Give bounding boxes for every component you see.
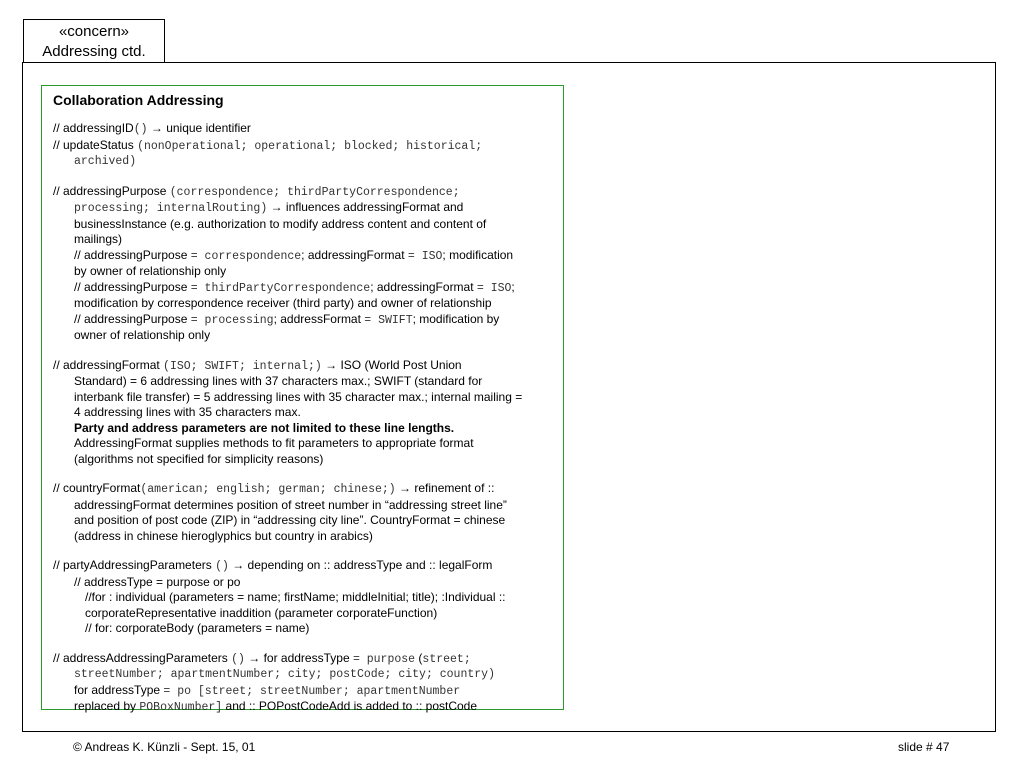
code-run: street;	[422, 652, 471, 666]
text-run: → influences addressingFormat and	[267, 200, 464, 214]
code-run: = purpose	[352, 652, 416, 666]
text-line	[53, 248, 553, 265]
paragraph-party-addressing-parameters	[53, 558, 553, 637]
code-run: = po [street; streetNumber; apartmentNumber	[163, 684, 461, 698]
text-run: and :: POPostCodeAdd is added to :: postCode	[222, 699, 478, 713]
code-run: ()	[231, 652, 245, 666]
code-run: (correspondence; thirdPartyCorrespondence;	[169, 185, 460, 199]
text-line	[53, 699, 553, 716]
text-run: ; addressingFormat	[370, 279, 477, 294]
text-line: mailings)	[74, 232, 123, 246]
text-run: ; modification	[442, 247, 514, 262]
text-run: ;	[511, 279, 515, 294]
code-run: POBoxNumber]	[139, 701, 223, 714]
text-line: // addressType = purpose or po	[74, 574, 241, 589]
text-line: addressingFormat determines position of street number in “addressing street line”	[74, 497, 507, 512]
code-run: = processing	[190, 313, 274, 327]
text-run: ; addressFormat	[273, 311, 365, 326]
collaboration-addressing-box	[41, 85, 564, 714]
code-run: = ISO	[407, 249, 443, 263]
paragraph-addressing-purpose	[53, 184, 553, 344]
text-run: // updateStatus	[53, 137, 138, 152]
code-run: = SWIFT	[364, 313, 413, 327]
text-line: (address in chinese hieroglyphics but country in arabics)	[74, 528, 373, 543]
text-run: replaced by	[74, 699, 140, 713]
text-run: // addressingFormat	[53, 357, 164, 372]
text-run: → for addressType	[244, 650, 353, 665]
text-line: (algorithms not specified for simplicity reasons)	[74, 451, 324, 466]
slide-title: Addressing ctd.	[42, 43, 146, 60]
code-run: = thirdPartyCorrespondence	[190, 281, 371, 295]
code-line: archived)	[74, 155, 137, 168]
text-run: // addressingPurpose	[74, 279, 191, 294]
text-line: businessInstance (e.g. authorization to modify address content and content of	[74, 216, 487, 231]
text-line	[53, 280, 553, 297]
text-line: by owner of relationship only	[74, 264, 227, 278]
text-run: → refinement of ::	[395, 481, 495, 495]
text-line	[53, 481, 553, 498]
text-line: interbank file transfer) = 5 addressing lines with 35 character max.; internal mailing =	[74, 389, 523, 404]
text-run: // addressingPurpose	[74, 311, 191, 326]
slide-number: slide # 47	[898, 740, 950, 754]
text-line	[53, 683, 553, 700]
text-run: // addressingID	[53, 121, 134, 135]
text-run: // addressAddressingParameters	[53, 650, 232, 665]
text-line: AddressingFormat supplies methods to fit parameters to appropriate format	[74, 436, 474, 450]
copyright-footer: © Andreas K. Künzli - Sept. 15, 01	[73, 740, 256, 754]
code-run: (american; english; german; chinese;)	[140, 483, 396, 496]
emphasis-line: Party and address parameters are not limited to these line lengths.	[74, 420, 455, 435]
text-run: for addressType	[74, 682, 164, 697]
text-run: // countryFormat	[53, 481, 141, 495]
text-line	[53, 200, 553, 217]
code-run: ()	[133, 123, 148, 136]
code-run: processing; internalRouting)	[74, 202, 268, 215]
text-line: corporateRepresentative inaddition (parameter corporateFunction)	[85, 605, 438, 620]
text-line: and position of post code (ZIP) in “addressing city line”. CountryFormat = chinese	[74, 513, 506, 527]
stereotype-label: «concern»	[58, 23, 130, 40]
text-run: (	[415, 650, 423, 665]
text-line: //for : individual (parameters = name; firstName; middleInitial; title); :Individual ::	[85, 590, 506, 604]
text-line: 4 addressing lines with 35 characters max.	[74, 405, 301, 419]
paragraph-country-format	[53, 481, 553, 544]
code-line: streetNumber; apartmentNumber; city; postCode; city; country)	[74, 668, 495, 681]
text-line	[53, 651, 553, 668]
slide-title-tab	[23, 19, 165, 63]
box-title: Collaboration Addressing	[53, 92, 224, 108]
paragraph-address-addressing-parameters	[53, 651, 553, 716]
text-run: ; modification by	[412, 311, 500, 326]
code-run: = correspondence	[190, 249, 302, 263]
text-run: // addressingPurpose	[53, 183, 170, 198]
code-run: (ISO; SWIFT; internal;)	[163, 359, 322, 373]
text-line: modification by correspondence receiver (third party) and owner of relationship	[74, 296, 492, 310]
code-run: ()	[215, 560, 229, 573]
text-line	[53, 312, 553, 329]
paragraph-addressing-id	[53, 121, 553, 170]
text-run: → depending on :: addressType and :: legalForm	[228, 558, 493, 572]
text-line	[53, 558, 553, 575]
text-line	[53, 121, 553, 138]
text-run: → unique identifier	[147, 121, 251, 135]
paragraph-addressing-format	[53, 358, 553, 468]
text-run: // partyAddressingParameters	[53, 558, 216, 572]
text-line	[53, 138, 553, 155]
text-run: ; addressingFormat	[301, 247, 408, 262]
code-run: (nonOperational; operational; blocked; historical;	[137, 139, 483, 153]
text-line: owner of relationship only	[74, 328, 211, 342]
text-line: Standard) = 6 addressing lines with 37 characters max.; SWIFT (standard for	[74, 374, 483, 388]
code-run: = ISO	[476, 281, 512, 295]
text-run: → ISO (World Post Union	[321, 357, 462, 372]
text-line	[53, 184, 553, 201]
text-run: // addressingPurpose	[74, 247, 191, 262]
text-line	[53, 358, 553, 375]
text-line: // for: corporateBody (parameters = name)	[85, 621, 310, 635]
